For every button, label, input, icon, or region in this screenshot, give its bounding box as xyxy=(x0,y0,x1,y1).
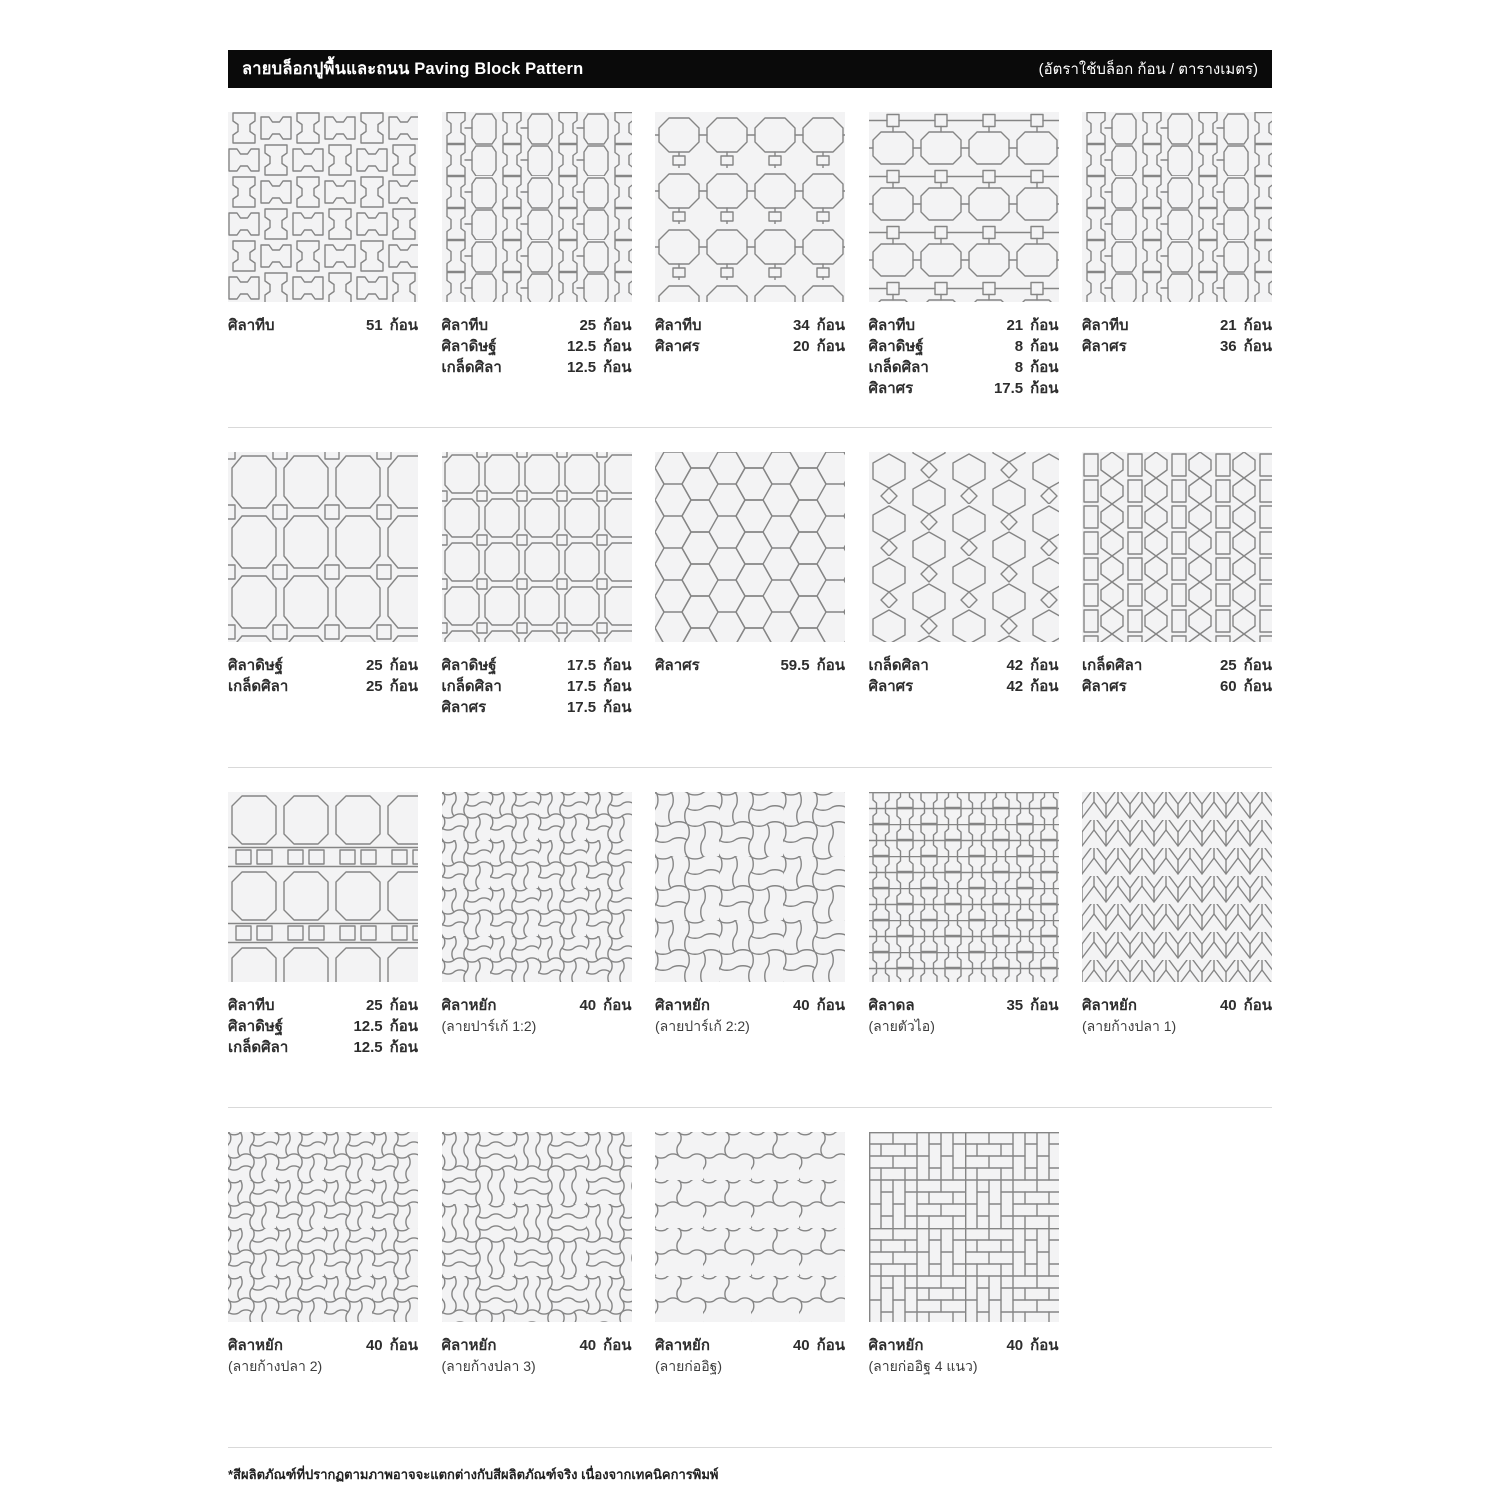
pattern-row-3 xyxy=(228,792,1272,1079)
quantity-unit: ก้อน xyxy=(1030,317,1059,334)
quantity-unit: ก้อน xyxy=(1243,317,1272,334)
usage-entry xyxy=(442,676,632,697)
quantity-value: 25 xyxy=(579,317,597,334)
usage-entry xyxy=(655,655,845,676)
block-name-group xyxy=(655,1335,722,1376)
block-name-group xyxy=(655,655,700,676)
lay-pattern-name: (ลายก่ออิฐ 4 แนว) xyxy=(868,1358,978,1374)
block-name-group xyxy=(869,315,916,336)
quantity-value: 25 xyxy=(365,997,383,1014)
quantity-value: 40 xyxy=(792,1337,810,1354)
pattern-card xyxy=(228,792,418,1079)
quantity-value: 51 xyxy=(365,317,383,334)
pattern-labels xyxy=(1082,995,1272,1079)
quantity-value: 42 xyxy=(1006,678,1024,695)
usage-quantity xyxy=(793,995,845,1016)
pattern-card xyxy=(228,112,418,399)
pattern-swatch xyxy=(442,1132,632,1322)
quantity-unit: ก้อน xyxy=(1243,678,1272,695)
block-name-group xyxy=(869,655,929,676)
block-name-group xyxy=(869,357,929,378)
quantity-unit: ก้อน xyxy=(1243,657,1272,674)
usage-quantity xyxy=(1006,676,1058,697)
pattern-card xyxy=(442,1132,632,1419)
usage-quantity xyxy=(579,1335,631,1356)
lay-pattern-name: (ลายก้างปลา 2) xyxy=(228,1358,323,1374)
pattern-swatch xyxy=(442,452,632,642)
usage-entry xyxy=(1082,676,1272,697)
quantity-unit: ก้อน xyxy=(389,997,418,1014)
block-name: ศิลาศร xyxy=(655,657,700,674)
usage-entry xyxy=(228,655,418,676)
block-name: ศิลาศร xyxy=(441,699,487,716)
quantity-unit: ก้อน xyxy=(389,1018,418,1035)
print-disclaimer: *สีผลิตภัณฑ์ที่ปรากฏตามภาพอาจจะแตกต่างกับสีผลิตภัณฑ์จริง เนื่องจากเทคนิคการพิมพ์ xyxy=(228,1467,719,1482)
block-name-group xyxy=(442,1335,536,1376)
pattern-section-4 xyxy=(228,1108,1272,1448)
usage-quantity xyxy=(579,315,631,336)
block-name-group xyxy=(1082,655,1142,676)
quantity-value: 40 xyxy=(1006,1337,1024,1354)
pattern-row-4 xyxy=(228,1132,1272,1419)
pattern-section-3 xyxy=(228,768,1272,1108)
block-name-group xyxy=(228,1016,283,1037)
pattern-labels xyxy=(442,995,632,1079)
block-name: เกล็ดศิลา xyxy=(441,359,502,376)
catalog-page xyxy=(228,0,1272,1485)
pattern-labels xyxy=(869,1335,1059,1419)
pattern-card xyxy=(1082,112,1272,399)
usage-quantity xyxy=(1015,357,1059,378)
pattern-swatch xyxy=(1082,792,1272,982)
pattern-swatch xyxy=(228,792,418,982)
block-name-group xyxy=(1082,336,1127,357)
pattern-labels xyxy=(869,995,1059,1079)
pattern-card xyxy=(442,792,632,1079)
block-name-group xyxy=(442,995,537,1036)
pattern-labels xyxy=(228,1335,418,1419)
quantity-unit: ก้อน xyxy=(1030,657,1059,674)
block-name: ศิลาหยัก xyxy=(228,1337,283,1354)
block-name: ศิลาศร xyxy=(1082,338,1127,355)
block-name: ศิลาทีบ xyxy=(868,317,916,334)
quantity-unit: ก้อน xyxy=(816,1337,845,1354)
block-name: ศิลาศร xyxy=(1082,678,1127,695)
pattern-labels xyxy=(655,995,845,1079)
block-name: ศิลาดล xyxy=(868,997,915,1014)
usage-quantity xyxy=(793,315,845,336)
usage-entry xyxy=(655,315,845,336)
page-title: ลายบล็อกปูพื้นและถนน Paving Block Pattern xyxy=(242,60,584,78)
quantity-unit: ก้อน xyxy=(389,317,418,334)
quantity-value: 25 xyxy=(365,678,383,695)
usage-entry xyxy=(228,676,418,697)
block-name-group xyxy=(655,336,700,357)
block-name: ศิลาทีบ xyxy=(655,317,702,334)
block-name-group xyxy=(442,655,497,676)
quantity-value: 40 xyxy=(792,997,810,1014)
block-name: ศิลาดิษฐ์ xyxy=(228,1018,284,1035)
quantity-unit: ก้อน xyxy=(1030,1337,1059,1354)
usage-entry xyxy=(1082,315,1272,336)
quantity-value: 25 xyxy=(1219,657,1237,674)
usage-entry xyxy=(655,336,845,357)
quantity-unit: ก้อน xyxy=(816,338,845,355)
usage-quantity xyxy=(1220,655,1272,676)
usage-entry xyxy=(228,1016,418,1037)
pattern-labels xyxy=(1082,315,1272,399)
block-name: เกล็ดศิลา xyxy=(228,1039,289,1056)
pattern-swatch xyxy=(228,452,418,642)
quantity-unit: ก้อน xyxy=(816,317,845,334)
pattern-swatch xyxy=(228,112,418,302)
usage-quantity xyxy=(567,676,632,697)
quantity-value: 36 xyxy=(1219,338,1237,355)
block-name: ศิลาทีบ xyxy=(228,317,275,334)
usage-quantity xyxy=(366,995,418,1016)
block-name: ศิลาหยัก xyxy=(655,997,710,1014)
block-name-group xyxy=(228,676,288,697)
usage-entry xyxy=(442,697,632,718)
pattern-labels xyxy=(228,655,418,739)
quantity-value: 17.5 xyxy=(566,699,597,716)
quantity-unit: ก้อน xyxy=(603,678,632,695)
quantity-unit: ก้อน xyxy=(389,1039,418,1056)
quantity-value: 8 xyxy=(1014,359,1024,376)
pattern-labels xyxy=(655,315,845,399)
block-name: ศิลาหยัก xyxy=(868,1337,924,1354)
pattern-card xyxy=(655,792,845,1079)
pattern-swatch xyxy=(655,452,845,642)
usage-entry xyxy=(869,655,1059,676)
block-name-group xyxy=(869,676,914,697)
pattern-card xyxy=(655,452,845,739)
quantity-unit: ก้อน xyxy=(1030,338,1059,355)
block-name: ศิลาศร xyxy=(655,338,700,355)
pattern-swatch xyxy=(869,452,1059,642)
usage-quantity xyxy=(1220,315,1272,336)
usage-entry xyxy=(869,315,1059,336)
block-name-group xyxy=(442,336,497,357)
block-name: ศิลาทีบ xyxy=(228,997,275,1014)
pattern-card xyxy=(869,112,1059,399)
usage-entry xyxy=(869,336,1059,357)
usage-entry xyxy=(442,357,632,378)
header-bar xyxy=(228,50,1272,88)
quantity-unit: ก้อน xyxy=(1243,997,1272,1014)
quantity-value: 40 xyxy=(579,997,597,1014)
quantity-value: 21 xyxy=(1219,317,1237,334)
pattern-labels xyxy=(869,315,1059,399)
pattern-card xyxy=(442,112,632,399)
pattern-labels xyxy=(1082,655,1272,739)
block-name-group xyxy=(869,336,924,357)
block-name-group xyxy=(228,655,283,676)
usage-entry xyxy=(1082,655,1272,676)
quantity-value: 12.5 xyxy=(353,1018,383,1035)
usage-entry xyxy=(228,315,418,336)
usage-entry xyxy=(228,1335,418,1376)
pattern-labels xyxy=(655,1335,845,1419)
lay-pattern-name: (ลายปาร์เก้ 1:2) xyxy=(441,1018,537,1034)
quantity-value: 17.5 xyxy=(566,678,597,695)
pattern-card xyxy=(869,452,1059,739)
usage-entry xyxy=(869,378,1059,399)
usage-entry xyxy=(869,1335,1059,1376)
block-name: เกล็ดศิลา xyxy=(228,678,289,695)
usage-quantity xyxy=(793,336,845,357)
pattern-labels xyxy=(228,995,418,1079)
pattern-swatch xyxy=(869,792,1059,982)
block-name: เกล็ดศิลา xyxy=(868,359,929,376)
block-name-group xyxy=(869,1335,978,1376)
block-name-group xyxy=(228,1037,288,1058)
usage-entry xyxy=(442,655,632,676)
usage-quantity xyxy=(579,995,631,1016)
block-name: ศิลาดิษฐ์ xyxy=(228,657,284,674)
usage-quantity xyxy=(1220,336,1272,357)
block-name: ศิลาทีบ xyxy=(1082,317,1129,334)
quantity-unit: ก้อน xyxy=(603,317,632,334)
pattern-card xyxy=(655,1132,845,1419)
block-name-group xyxy=(1082,676,1127,697)
pattern-swatch xyxy=(869,1132,1059,1322)
quantity-value: 12.5 xyxy=(353,1039,383,1056)
lay-pattern-name: (ลายปาร์เก้ 2:2) xyxy=(655,1018,750,1034)
block-name-group xyxy=(655,995,750,1036)
pattern-section-2 xyxy=(228,428,1272,768)
quantity-unit: ก้อน xyxy=(389,678,418,695)
pattern-card xyxy=(869,792,1059,1079)
quantity-value: 12.5 xyxy=(566,338,597,355)
lay-pattern-name: (ลายก้างปลา 3) xyxy=(441,1358,536,1374)
quantity-unit: ก้อน xyxy=(1030,997,1059,1014)
pattern-card xyxy=(442,452,632,739)
quantity-value: 35 xyxy=(1006,997,1024,1014)
pattern-labels xyxy=(442,315,632,399)
quantity-value: 40 xyxy=(365,1337,383,1354)
usage-quantity xyxy=(1220,995,1272,1016)
usage-quantity xyxy=(366,676,418,697)
quantity-unit: ก้อน xyxy=(603,1337,632,1354)
pattern-labels xyxy=(442,655,632,739)
quantity-value: 40 xyxy=(1219,997,1237,1014)
usage-entry xyxy=(1082,995,1272,1036)
block-name-group xyxy=(1082,995,1176,1036)
quantity-unit: ก้อน xyxy=(603,657,632,674)
quantity-value: 12.5 xyxy=(566,359,597,376)
block-name-group xyxy=(442,697,487,718)
pattern-card xyxy=(655,112,845,399)
block-name-group xyxy=(442,315,489,336)
pattern-swatch xyxy=(1082,112,1272,302)
usage-entry xyxy=(869,995,1059,1036)
block-name: ศิลาดิษฐ์ xyxy=(441,338,497,355)
pattern-swatch xyxy=(228,1132,418,1322)
block-name: ศิลาหยัก xyxy=(655,1337,710,1354)
quantity-value: 8 xyxy=(1014,338,1024,355)
block-name-group xyxy=(442,676,502,697)
pattern-swatch xyxy=(655,112,845,302)
block-name: ศิลาหยัก xyxy=(441,1337,497,1354)
lay-pattern-name: (ลายก่ออิฐ) xyxy=(655,1358,722,1374)
usage-quantity xyxy=(793,1335,845,1356)
quantity-value: 25 xyxy=(365,657,383,674)
block-name-group xyxy=(228,315,275,336)
pattern-swatch xyxy=(655,1132,845,1322)
pattern-card xyxy=(228,1132,418,1419)
pattern-swatch xyxy=(442,112,632,302)
block-name-group xyxy=(228,1335,322,1376)
usage-quantity xyxy=(994,378,1059,399)
quantity-value: 60 xyxy=(1219,678,1237,695)
usage-quantity xyxy=(567,336,632,357)
pattern-labels xyxy=(228,315,418,399)
usage-quantity xyxy=(780,655,845,676)
usage-quantity xyxy=(1006,655,1058,676)
usage-quantity xyxy=(366,315,418,336)
pattern-labels xyxy=(869,655,1059,739)
usage-quantity xyxy=(366,1335,418,1356)
block-name: ศิลาทีบ xyxy=(441,317,489,334)
quantity-unit: ก้อน xyxy=(1030,678,1059,695)
block-name-group xyxy=(442,357,502,378)
block-name: ศิลาศร xyxy=(868,380,914,397)
usage-entry xyxy=(1082,336,1272,357)
block-name: ศิลาดิษฐ์ xyxy=(441,657,497,674)
pattern-row-2 xyxy=(228,452,1272,739)
pattern-row-1 xyxy=(228,112,1272,399)
quantity-value: 42 xyxy=(1006,657,1024,674)
usage-entry xyxy=(869,357,1059,378)
pattern-swatch xyxy=(442,792,632,982)
pattern-swatch xyxy=(1082,452,1272,642)
pattern-card xyxy=(228,452,418,739)
block-name-group xyxy=(869,378,914,399)
pattern-card xyxy=(1082,452,1272,739)
quantity-unit: ก้อน xyxy=(816,997,845,1014)
quantity-value: 17.5 xyxy=(566,657,597,674)
usage-quantity xyxy=(1006,995,1058,1016)
usage-entry xyxy=(442,336,632,357)
quantity-unit: ก้อน xyxy=(603,699,632,716)
usage-entry xyxy=(869,676,1059,697)
usage-quantity xyxy=(353,1037,418,1058)
block-name: เกล็ดศิลา xyxy=(441,678,502,695)
quantity-value: 40 xyxy=(579,1337,597,1354)
pattern-swatch xyxy=(869,112,1059,302)
usage-quantity xyxy=(1015,336,1059,357)
lay-pattern-name: (ลายตัวไอ) xyxy=(868,1018,935,1034)
quantity-value: 21 xyxy=(1006,317,1024,334)
usage-entry xyxy=(655,1335,845,1376)
quantity-unit: ก้อน xyxy=(1030,359,1059,376)
quantity-value: 59.5 xyxy=(780,657,810,674)
pattern-card xyxy=(1082,792,1272,1079)
pattern-section-1 xyxy=(228,88,1272,428)
block-name-group xyxy=(1082,315,1129,336)
block-name-group xyxy=(655,315,702,336)
quantity-value: 17.5 xyxy=(993,380,1024,397)
usage-entry xyxy=(442,315,632,336)
block-name-group xyxy=(869,995,935,1036)
usage-quantity xyxy=(1006,1335,1058,1356)
usage-quantity xyxy=(567,697,632,718)
usage-entry xyxy=(228,1037,418,1058)
block-name: ศิลาหยัก xyxy=(441,997,497,1014)
lay-pattern-name: (ลายก้างปลา 1) xyxy=(1082,1018,1177,1034)
rate-unit-note: (อัตราใช้บล็อก ก้อน / ตารางเมตร) xyxy=(1038,61,1258,78)
block-name: ศิลาหยัก xyxy=(1082,997,1137,1014)
usage-quantity xyxy=(567,655,632,676)
quantity-unit: ก้อน xyxy=(603,338,632,355)
usage-entry xyxy=(655,995,845,1036)
block-name: เกล็ดศิลา xyxy=(868,657,929,674)
quantity-unit: ก้อน xyxy=(389,1337,418,1354)
pattern-swatch xyxy=(655,792,845,982)
usage-quantity xyxy=(1220,676,1272,697)
quantity-unit: ก้อน xyxy=(1030,380,1059,397)
usage-quantity xyxy=(1006,315,1058,336)
usage-entry xyxy=(228,995,418,1016)
pattern-labels xyxy=(655,655,845,739)
quantity-unit: ก้อน xyxy=(389,657,418,674)
quantity-value: 20 xyxy=(792,338,810,355)
usage-quantity xyxy=(567,357,632,378)
quantity-unit: ก้อน xyxy=(816,657,845,674)
quantity-unit: ก้อน xyxy=(603,359,632,376)
usage-entry xyxy=(442,995,632,1036)
block-name: เกล็ดศิลา xyxy=(1082,657,1143,674)
quantity-value: 34 xyxy=(792,317,810,334)
block-name: ศิลาดิษฐ์ xyxy=(868,338,924,355)
block-name: ศิลาศร xyxy=(868,678,914,695)
quantity-unit: ก้อน xyxy=(1243,338,1272,355)
usage-quantity xyxy=(353,1016,418,1037)
pattern-labels xyxy=(442,1335,632,1419)
block-name-group xyxy=(228,995,275,1016)
usage-quantity xyxy=(366,655,418,676)
pattern-card xyxy=(869,1132,1059,1419)
usage-entry xyxy=(442,1335,632,1376)
quantity-unit: ก้อน xyxy=(603,997,632,1014)
